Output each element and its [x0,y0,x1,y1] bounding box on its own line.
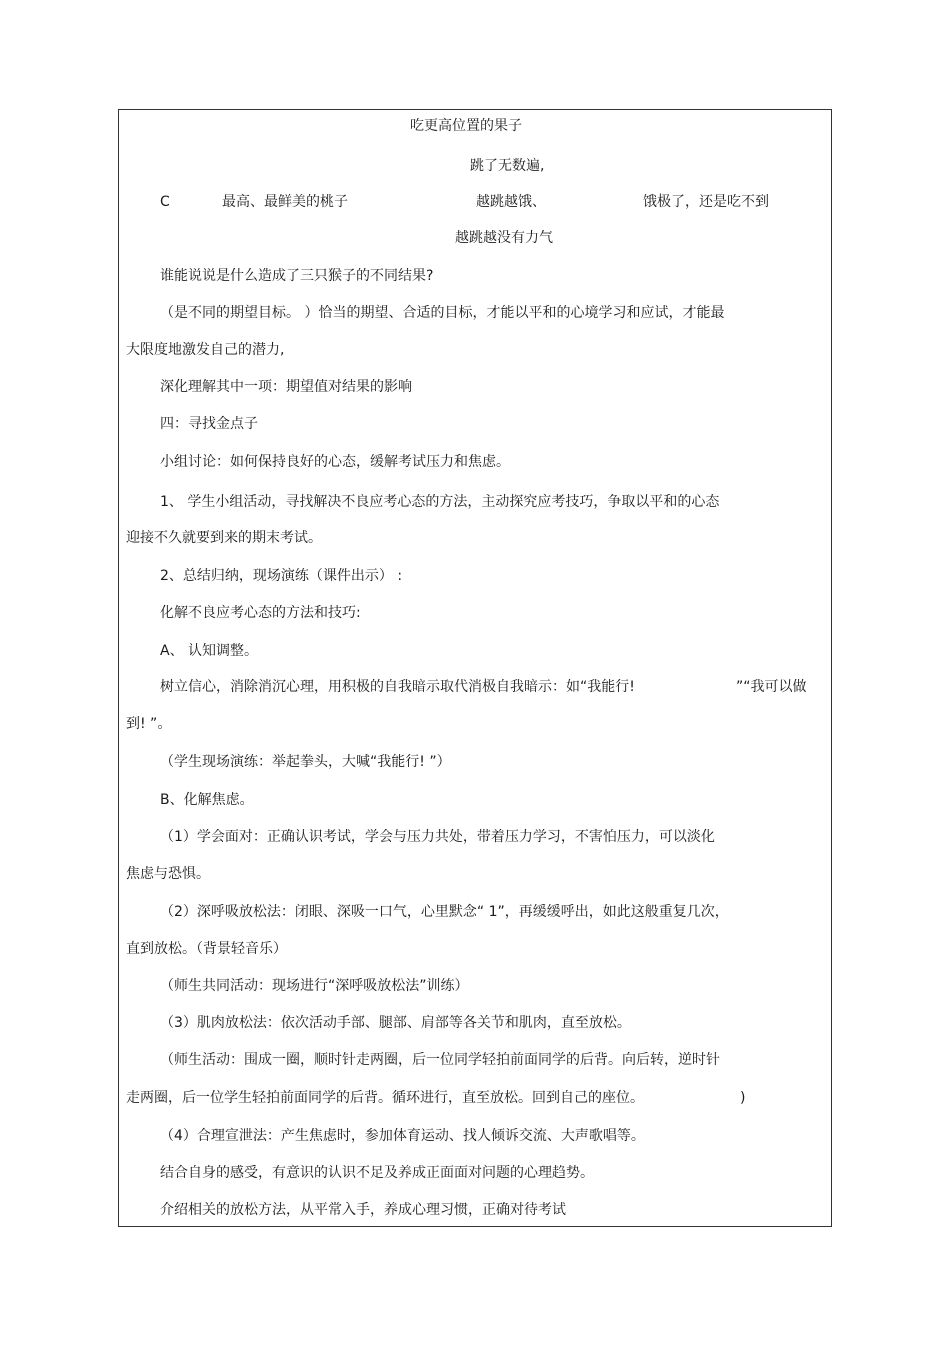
paragraph: 1、 学生小组活动，寻找解决不良应考心态的方法，主动探究应考技巧，争取以平和的心态 [160,494,720,510]
header-row-title: 吃更高位置的果子 [410,118,522,134]
paragraph: 到! ”。 [126,716,172,732]
header-row-peach: 最高、最鲜美的桃子 [222,194,348,210]
paragraph: 走两圈，后一位学生轻拍前面同学的后背。循环进行，直至放松。回到自己的座位。 [126,1090,644,1106]
paragraph: 化解不良应考心态的方法和技巧: [160,605,361,621]
paragraph: A、 认知调整。 [160,643,259,659]
paragraph: （师生共同活动：现场进行“深呼吸放松法”训练） [160,978,469,994]
paragraph: 大限度地激发自己的潜力, [126,342,285,358]
paragraph: （是不同的期望目标。 ）恰当的期望、合适的目标，才能以平和的心境学习和应试，才能最 [160,305,725,321]
header-row-label-c: C [160,194,170,210]
header-row-no-strength: 越跳越没有力气 [455,230,553,246]
paragraph: 深化理解其中一项：期望值对结果的影响 [160,379,412,395]
section-heading: 四：寻找金点子 [160,416,258,432]
paragraph: （3）肌肉放松法：依次活动手部、腿部、肩部等各关节和肌肉，直至放松。 [160,1015,631,1031]
paragraph: （2）深呼吸放松法：闭眼、深吸一口气，心里默念“ 1”，再缓缓呼出，如此这般重复几次， [160,904,729,920]
paragraph: 直到放松。（背景轻音乐） [126,941,287,957]
paragraph: （4）合理宣泄法：产生焦虑时，参加体育运动、找人倾诉交流、大声歌唱等。 [160,1128,645,1144]
paragraph: 小组讨论：如何保持良好的心态，缓解考试压力和焦虑。 [160,454,510,470]
paragraph: 焦虑与恐惧。 [126,866,210,882]
paragraph: （学生现场演练：举起拳头，大喊“我能行! ”） [160,754,451,770]
header-row-jumped: 跳了无数遍, [470,158,545,174]
paragraph: ”“我可以做 [736,679,807,695]
paragraph: 迎接不久就要到来的期末考试。 [126,530,322,546]
paragraph: 谁能说说是什么造成了三只猴子的不同结果? [160,268,434,284]
header-row-starving: 饿极了，还是吃不到 [643,194,769,210]
paragraph: （1）学会面对：正确认识考试，学会与压力共处，带着压力学习，不害怕压力，可以淡化 [160,829,715,845]
paragraph: 结合自身的感受，有意识的认识不足及养成正面面对问题的心理趋势。 [160,1165,594,1181]
header-row-hungrier: 越跳越饿、 [476,194,546,210]
paragraph: B、化解焦虑。 [160,792,254,808]
paragraph: ) [740,1090,746,1106]
paragraph: 介绍相关的放松方法，从平常入手，养成心理习惯，正确对待考试 [160,1202,566,1218]
paragraph: 2、总结归纳，现场演练（课件出示） : [160,568,403,584]
paragraph: （师生活动：围成一圈，顺时针走两圈，后一位同学轻拍前面同学的后背。向后转，逆时针 [160,1052,720,1068]
paragraph: 树立信心，消除消沉心理，用积极的自我暗示取代消极自我暗示：如“我能行! [160,679,635,695]
